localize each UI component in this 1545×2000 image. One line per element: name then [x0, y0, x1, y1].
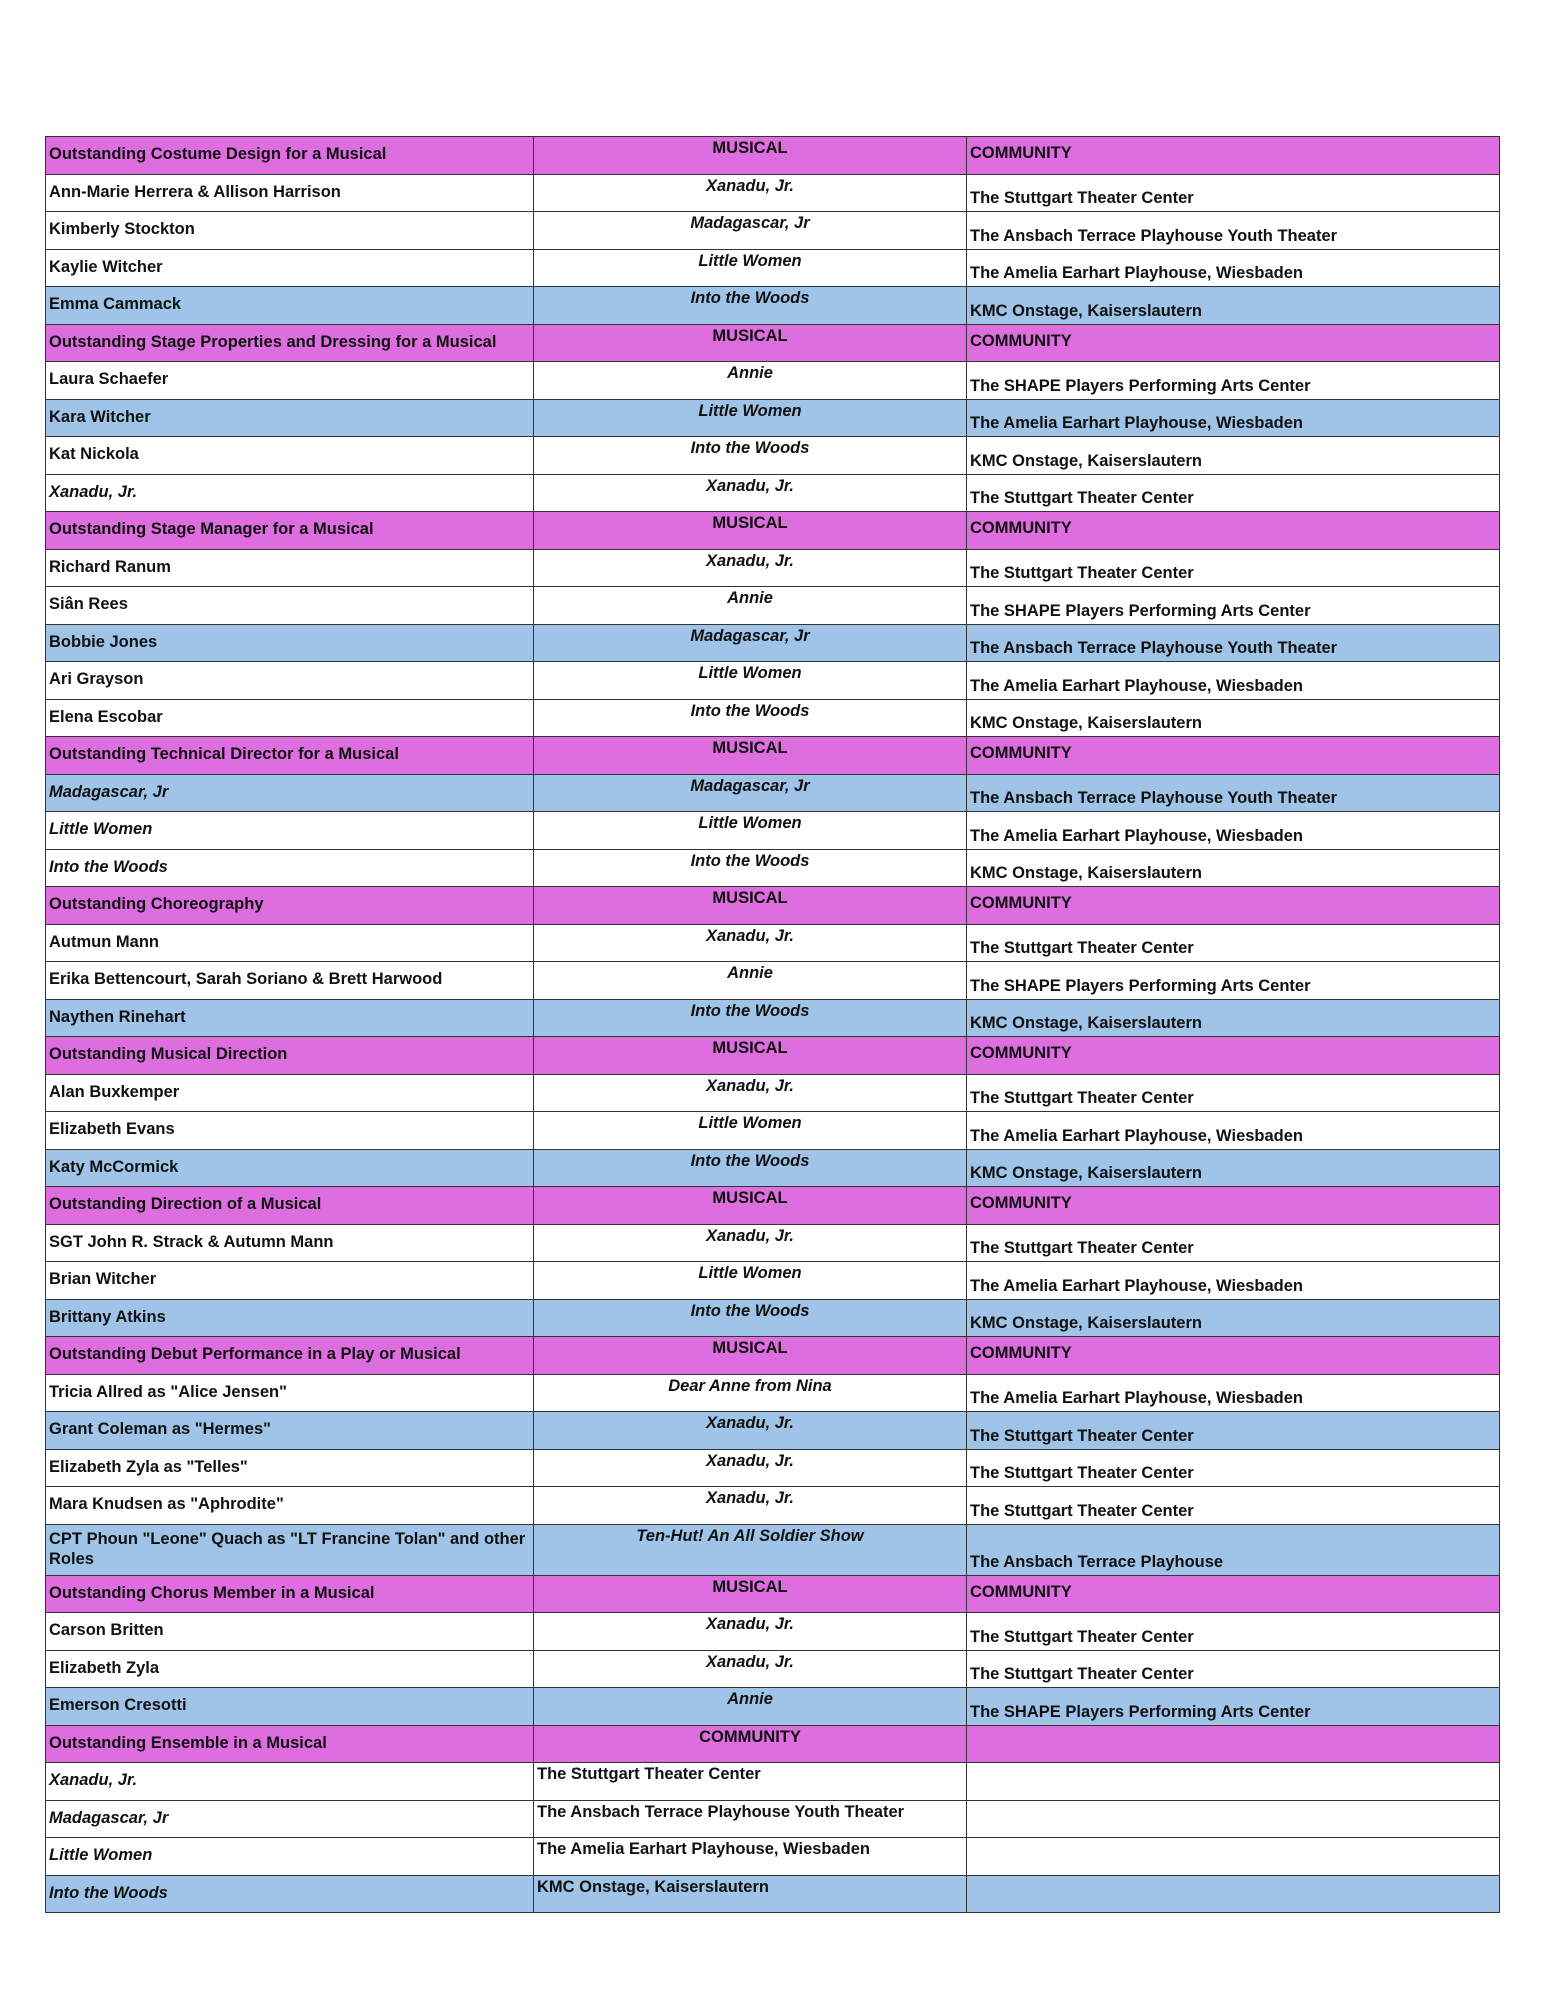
theater-cell: The Amelia Earhart Playhouse, Wiesbaden	[967, 1112, 1500, 1150]
production-cell: Dear Anne from Nina	[534, 1374, 967, 1412]
nominee-cell: Emerson Cresotti	[46, 1688, 534, 1726]
nominee-cell: Autmun Mann	[46, 924, 534, 962]
theater-cell: KMC Onstage, Kaiserslautern	[967, 287, 1500, 325]
nominee-cell: Alan Buxkemper	[46, 1074, 534, 1112]
theater-cell: The Stuttgart Theater Center	[967, 924, 1500, 962]
nominee-row	[46, 399, 1500, 437]
theater-cell: The Stuttgart Theater Center	[967, 1224, 1500, 1262]
nominee-cell: Madagascar, Jr	[46, 1800, 534, 1838]
theater-cell: The Stuttgart Theater Center	[967, 1487, 1500, 1525]
theater-cell: The Amelia Earhart Playhouse, Wiesbaden	[967, 662, 1500, 700]
category-title: Outstanding Stage Properties and Dressing for a Musical	[46, 324, 534, 362]
production-cell: Little Women	[534, 812, 967, 850]
theater-cell: The Stuttgart Theater Center	[967, 1074, 1500, 1112]
category-label: MUSICAL	[534, 1575, 967, 1613]
nominee-cell: Brittany Atkins	[46, 1299, 534, 1337]
theater-cell: The Amelia Earhart Playhouse, Wiesbaden	[967, 249, 1500, 287]
nominee-cell: Ann-Marie Herrera & Allison Harrison	[46, 174, 534, 212]
nominee-cell: Laura Schaefer	[46, 362, 534, 400]
theater-cell: The Stuttgart Theater Center	[967, 1613, 1500, 1651]
production-cell: Xanadu, Jr.	[534, 1224, 967, 1262]
production-cell: Xanadu, Jr.	[534, 174, 967, 212]
theater-cell: KMC Onstage, Kaiserslautern	[967, 1299, 1500, 1337]
category-label: COMMUNITY	[534, 1725, 967, 1763]
nominee-cell: Elizabeth Zyla	[46, 1650, 534, 1688]
nominee-cell: Siân Rees	[46, 587, 534, 625]
category-title: Outstanding Direction of a Musical	[46, 1187, 534, 1225]
theater-cell: The SHAPE Players Performing Arts Center	[967, 587, 1500, 625]
category-header-row	[46, 1187, 1500, 1225]
theater-cell: The Amelia Earhart Playhouse, Wiesbaden	[967, 812, 1500, 850]
nominee-row	[46, 924, 1500, 962]
nominee-cell: Ari Grayson	[46, 662, 534, 700]
category-title: Outstanding Chorus Member in a Musical	[46, 1575, 534, 1613]
theater-cell	[967, 1838, 1500, 1876]
category-title: Outstanding Ensemble in a Musical	[46, 1725, 534, 1763]
production-cell: Madagascar, Jr	[534, 624, 967, 662]
category-title: Outstanding Stage Manager for a Musical	[46, 512, 534, 550]
production-cell: Xanadu, Jr.	[534, 549, 967, 587]
category-header-row	[46, 737, 1500, 775]
nominee-cell: Xanadu, Jr.	[46, 1763, 534, 1801]
production-cell: Into the Woods	[534, 437, 967, 475]
production-cell: Annie	[534, 587, 967, 625]
category-header-row	[46, 512, 1500, 550]
nominee-row	[46, 1800, 1500, 1838]
production-cell: Madagascar, Jr	[534, 212, 967, 250]
category-label: MUSICAL	[534, 1037, 967, 1075]
category-label: COMMUNITY	[967, 1337, 1500, 1375]
category-label: MUSICAL	[534, 887, 967, 925]
production-cell: The Ansbach Terrace Playhouse Youth Theater	[534, 1800, 967, 1838]
nominee-cell: Little Women	[46, 812, 534, 850]
category-header-row	[46, 1337, 1500, 1375]
nominee-cell: SGT John R. Strack & Autumn Mann	[46, 1224, 534, 1262]
theater-cell: The SHAPE Players Performing Arts Center	[967, 1688, 1500, 1726]
nominee-cell: Naythen Rinehart	[46, 999, 534, 1037]
theater-cell: The Stuttgart Theater Center	[967, 1449, 1500, 1487]
nominations-table	[45, 136, 1500, 1913]
nominee-cell: Madagascar, Jr	[46, 774, 534, 812]
production-cell: Xanadu, Jr.	[534, 1074, 967, 1112]
theater-cell: KMC Onstage, Kaiserslautern	[967, 1149, 1500, 1187]
category-header-row	[46, 1575, 1500, 1613]
nominee-row	[46, 849, 1500, 887]
theater-cell: The Ansbach Terrace Playhouse	[967, 1524, 1500, 1575]
production-cell: Into the Woods	[534, 1149, 967, 1187]
theater-cell: The Stuttgart Theater Center	[967, 1650, 1500, 1688]
category-label: MUSICAL	[534, 324, 967, 362]
category-label: COMMUNITY	[967, 1575, 1500, 1613]
theater-cell: The Stuttgart Theater Center	[967, 174, 1500, 212]
nominee-row	[46, 1688, 1500, 1726]
nominee-cell: Bobbie Jones	[46, 624, 534, 662]
nominee-cell: Kat Nickola	[46, 437, 534, 475]
production-cell: Madagascar, Jr	[534, 774, 967, 812]
category-header-row	[46, 1725, 1500, 1763]
theater-cell: The SHAPE Players Performing Arts Center	[967, 362, 1500, 400]
category-label: COMMUNITY	[967, 324, 1500, 362]
nominee-row	[46, 1224, 1500, 1262]
category-title: Outstanding Musical Direction	[46, 1037, 534, 1075]
nominee-row	[46, 587, 1500, 625]
category-label: MUSICAL	[534, 1337, 967, 1375]
category-label	[967, 1725, 1500, 1763]
nominee-row	[46, 1262, 1500, 1300]
nominee-cell: Erika Bettencourt, Sarah Soriano & Brett Harwood	[46, 962, 534, 1000]
nominee-cell: CPT Phoun "Leone" Quach as "LT Francine Tolan" and other Roles	[46, 1524, 534, 1575]
category-label: MUSICAL	[534, 737, 967, 775]
production-cell: Into the Woods	[534, 287, 967, 325]
production-cell: The Stuttgart Theater Center	[534, 1763, 967, 1801]
nominee-cell: Elizabeth Evans	[46, 1112, 534, 1150]
nominee-cell: Mara Knudsen as "Aphrodite"	[46, 1487, 534, 1525]
production-cell: Xanadu, Jr.	[534, 474, 967, 512]
theater-cell	[967, 1800, 1500, 1838]
production-cell: Into the Woods	[534, 849, 967, 887]
theater-cell: The Stuttgart Theater Center	[967, 1412, 1500, 1450]
category-header-row	[46, 137, 1500, 175]
theater-cell: The Ansbach Terrace Playhouse Youth Theater	[967, 624, 1500, 662]
production-cell: Little Women	[534, 1112, 967, 1150]
nominee-row	[46, 624, 1500, 662]
production-cell: Little Women	[534, 1262, 967, 1300]
nominee-row	[46, 1613, 1500, 1651]
theater-cell: The Stuttgart Theater Center	[967, 474, 1500, 512]
theater-cell: KMC Onstage, Kaiserslautern	[967, 699, 1500, 737]
theater-cell: The Amelia Earhart Playhouse, Wiesbaden	[967, 1262, 1500, 1300]
category-title: Outstanding Costume Design for a Musical	[46, 137, 534, 175]
nominee-row	[46, 437, 1500, 475]
category-label: COMMUNITY	[967, 137, 1500, 175]
production-cell: Annie	[534, 962, 967, 1000]
category-title: Outstanding Technical Director for a Musical	[46, 737, 534, 775]
production-cell: Into the Woods	[534, 1299, 967, 1337]
nominee-row	[46, 1763, 1500, 1801]
nominee-row	[46, 174, 1500, 212]
nominee-cell: Carson Britten	[46, 1613, 534, 1651]
category-label: MUSICAL	[534, 512, 967, 550]
category-label: MUSICAL	[534, 1187, 967, 1225]
nominee-cell: Richard Ranum	[46, 549, 534, 587]
nominee-cell: Into the Woods	[46, 1875, 534, 1913]
nominee-cell: Kara Witcher	[46, 399, 534, 437]
theater-cell: The Ansbach Terrace Playhouse Youth Theater	[967, 774, 1500, 812]
nominee-row	[46, 249, 1500, 287]
nominee-row	[46, 812, 1500, 850]
nominee-row	[46, 1112, 1500, 1150]
nominee-row	[46, 1449, 1500, 1487]
nominee-row	[46, 1299, 1500, 1337]
nominee-row	[46, 1650, 1500, 1688]
category-label: COMMUNITY	[967, 1187, 1500, 1225]
nominee-row	[46, 1875, 1500, 1913]
nominee-row	[46, 1412, 1500, 1450]
category-label: COMMUNITY	[967, 737, 1500, 775]
category-label: COMMUNITY	[967, 512, 1500, 550]
nominee-cell: Little Women	[46, 1838, 534, 1876]
production-cell: KMC Onstage, Kaiserslautern	[534, 1875, 967, 1913]
category-header-row	[46, 324, 1500, 362]
nominee-cell: Katy McCormick	[46, 1149, 534, 1187]
theater-cell: KMC Onstage, Kaiserslautern	[967, 849, 1500, 887]
production-cell: Little Women	[534, 399, 967, 437]
production-cell: Xanadu, Jr.	[534, 924, 967, 962]
nominee-row	[46, 1074, 1500, 1112]
nominee-row	[46, 212, 1500, 250]
nominee-cell: Kaylie Witcher	[46, 249, 534, 287]
theater-cell: The SHAPE Players Performing Arts Center	[967, 962, 1500, 1000]
production-cell: Ten-Hut! An All Soldier Show	[534, 1524, 967, 1575]
production-cell: Xanadu, Jr.	[534, 1650, 967, 1688]
nominee-row	[46, 549, 1500, 587]
production-cell: Into the Woods	[534, 699, 967, 737]
nominee-cell: Elizabeth Zyla as "Telles"	[46, 1449, 534, 1487]
nominee-row	[46, 1487, 1500, 1525]
nominee-row	[46, 474, 1500, 512]
nominee-row	[46, 999, 1500, 1037]
nominee-cell: Kimberly Stockton	[46, 212, 534, 250]
nominee-cell: Brian Witcher	[46, 1262, 534, 1300]
theater-cell: KMC Onstage, Kaiserslautern	[967, 999, 1500, 1037]
theater-cell: The Stuttgart Theater Center	[967, 549, 1500, 587]
production-cell: Xanadu, Jr.	[534, 1613, 967, 1651]
nominee-cell: Xanadu, Jr.	[46, 474, 534, 512]
production-cell: Into the Woods	[534, 999, 967, 1037]
nominee-row	[46, 962, 1500, 1000]
nominee-cell: Grant Coleman as "Hermes"	[46, 1412, 534, 1450]
nominee-cell: Elena Escobar	[46, 699, 534, 737]
production-cell: Xanadu, Jr.	[534, 1487, 967, 1525]
theater-cell	[967, 1875, 1500, 1913]
nominee-cell: Emma Cammack	[46, 287, 534, 325]
category-header-row	[46, 1037, 1500, 1075]
category-label: MUSICAL	[534, 137, 967, 175]
nominations-table-body	[46, 137, 1500, 1913]
nominee-row	[46, 1838, 1500, 1876]
category-label: COMMUNITY	[967, 1037, 1500, 1075]
production-cell: Little Women	[534, 249, 967, 287]
nominee-row	[46, 287, 1500, 325]
production-cell: Annie	[534, 1688, 967, 1726]
nominee-cell: Tricia Allred as "Alice Jensen"	[46, 1374, 534, 1412]
nominee-row	[46, 774, 1500, 812]
production-cell: The Amelia Earhart Playhouse, Wiesbaden	[534, 1838, 967, 1876]
theater-cell: The Ansbach Terrace Playhouse Youth Theater	[967, 212, 1500, 250]
category-header-row	[46, 887, 1500, 925]
production-cell: Annie	[534, 362, 967, 400]
theater-cell: The Amelia Earhart Playhouse, Wiesbaden	[967, 399, 1500, 437]
theater-cell: KMC Onstage, Kaiserslautern	[967, 437, 1500, 475]
nominee-cell: Into the Woods	[46, 849, 534, 887]
nominee-row	[46, 1149, 1500, 1187]
production-cell: Xanadu, Jr.	[534, 1412, 967, 1450]
production-cell: Xanadu, Jr.	[534, 1449, 967, 1487]
nominee-row	[46, 1374, 1500, 1412]
category-title: Outstanding Choreography	[46, 887, 534, 925]
category-title: Outstanding Debut Performance in a Play or Musical	[46, 1337, 534, 1375]
nominee-row	[46, 699, 1500, 737]
nominee-row	[46, 662, 1500, 700]
category-label: COMMUNITY	[967, 887, 1500, 925]
nominee-row	[46, 1524, 1500, 1575]
nominee-row	[46, 362, 1500, 400]
theater-cell	[967, 1763, 1500, 1801]
theater-cell: The Amelia Earhart Playhouse, Wiesbaden	[967, 1374, 1500, 1412]
production-cell: Little Women	[534, 662, 967, 700]
